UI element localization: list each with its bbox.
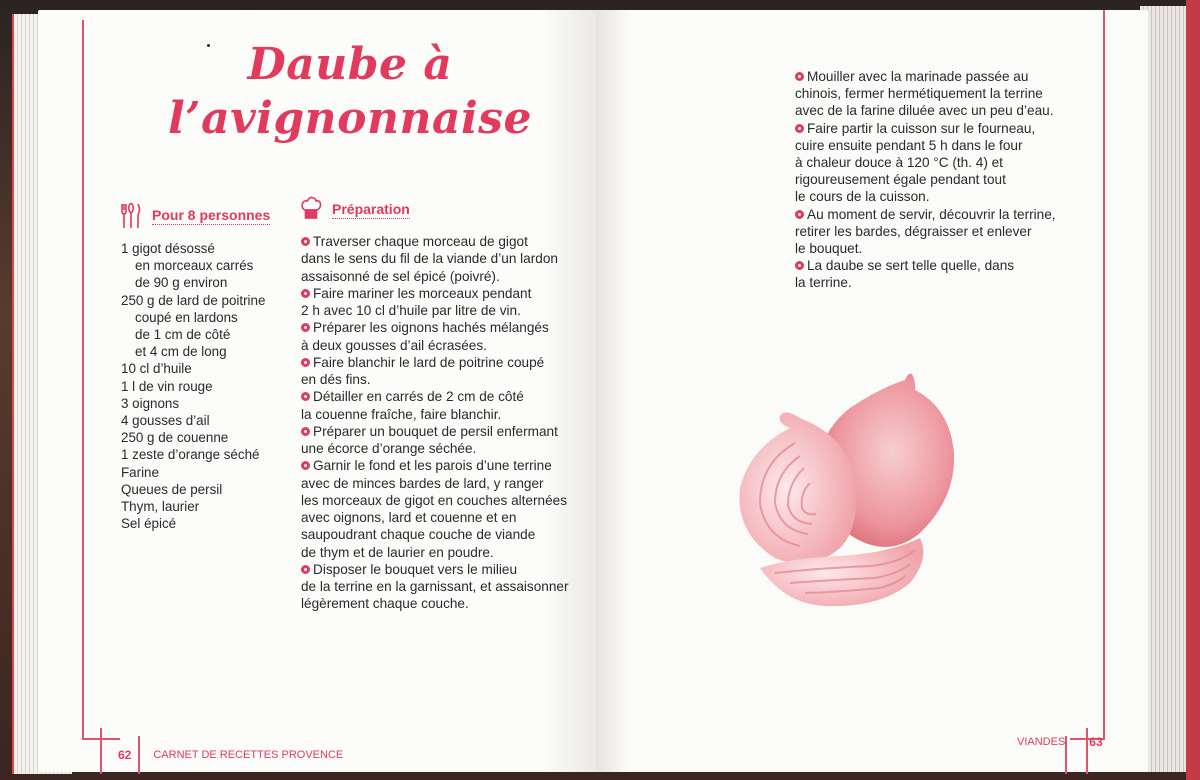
preparation-line-text: rigoureusement égale pendant tout: [795, 172, 1006, 188]
preparation-line: [795, 120, 1095, 137]
preparation-line-text: la couenne fraîche, faire blanchir.: [301, 406, 502, 422]
preparation-line: [795, 85, 1095, 102]
bullet-icon: [301, 565, 310, 574]
right-footer: [1017, 735, 1103, 749]
preparation-line: [301, 578, 591, 595]
bullet-icon: [301, 323, 310, 332]
preparation-line-text: Préparer les oignons hachés mélangés: [313, 320, 549, 336]
ingredient-line: 250 g de lard de poitrine: [121, 292, 266, 308]
preparation-line-text: Détailler en carrés de 2 cm de côté: [313, 389, 524, 405]
preparation-line: [301, 371, 591, 388]
preparation-line-text: les morceaux de gigot en couches alternées: [301, 492, 567, 508]
left-frame-line: [100, 728, 102, 774]
preparation-steps-right: [795, 68, 1095, 292]
preparation-line: [301, 302, 591, 319]
cutlery-icon: [120, 202, 142, 230]
preparation-line-text: la terrine.: [795, 275, 852, 291]
bullet-icon: [795, 124, 804, 133]
preparation-line: [795, 223, 1095, 240]
ingredient-line: 1 zeste d’orange séché: [121, 447, 260, 463]
bullet-icon: [301, 237, 310, 246]
preparation-line: [301, 595, 591, 612]
preparation-line-text: 2 h avec 10 cl d’huile par litre de vin.: [301, 303, 521, 318]
preparation-line-text: chinois, fermer hermétiquement la terrine: [795, 86, 1043, 102]
ingredient-line: de 1 cm de côté: [135, 327, 231, 343]
bullet-icon: [795, 210, 804, 219]
preparation-line-text: retirer les bardes, dégraisser et enlever: [795, 223, 1032, 239]
running-title-right: VIANDES: [1017, 736, 1066, 748]
preparation-line: [301, 354, 591, 371]
preparation-line-text: assaisonné de sel épicé (poivré).: [301, 268, 500, 284]
preparation-line: [795, 240, 1095, 257]
preparation-line-text: de la terrine en la garnissant, et assaisonner: [301, 579, 569, 594]
preparation-line-text: Disposer le bouquet vers le milieu: [313, 561, 518, 577]
preparation-line-text: saupoudrant chaque couche de viande: [301, 527, 536, 543]
ingredient-line: 1 gigot désossé: [121, 241, 215, 256]
running-title-left: CARNET DE RECETTES PROVENCE: [153, 749, 344, 761]
preparation-line-text: le bouquet.: [795, 241, 863, 257]
preparation-line: [795, 188, 1095, 205]
preparation-line: [795, 257, 1095, 274]
preparation-line: [301, 509, 591, 526]
bullet-icon: [301, 461, 310, 470]
preparation-line-text: Au moment de servir, découvrir la terrine,: [807, 206, 1056, 222]
page-number-left: 62: [118, 748, 132, 762]
preparation-line: [301, 337, 591, 354]
preparation-line: [301, 319, 591, 336]
preparation-steps-left: [301, 233, 591, 613]
preparation-line-text: Faire mariner les morceaux pendant: [313, 285, 532, 301]
preparation-line: [301, 233, 591, 250]
preparation-line: [301, 285, 591, 302]
preparation-line: [301, 423, 591, 440]
preparation-line-text: dans le sens du fil de la viande d’un lardon: [301, 251, 558, 267]
ingredient-line: de 90 g environ: [135, 275, 228, 291]
left-frame-line: [82, 20, 84, 740]
preparation-line: [301, 526, 591, 543]
preparation-line: [301, 388, 591, 405]
ingredient-line: 1 l de vin rouge: [121, 378, 213, 394]
preparation-line-text: Traverser chaque morceau de gigot: [313, 234, 528, 249]
preparation-line: [795, 154, 1095, 171]
bullet-icon: [301, 358, 310, 367]
ingredients-heading-label: Pour 8 personnes: [152, 207, 271, 223]
left-footer: [118, 748, 343, 762]
preparation-line-text: Garnir le fond et les parois d’une terrine: [313, 458, 552, 474]
preparation-line-text: Préparer un bouquet de persil enfermant: [313, 423, 558, 439]
ingredient-line: 10 cl d’huile: [121, 361, 192, 377]
preparation-line-text: avec de minces bardes de lard, y ranger: [301, 475, 544, 491]
ingredient-line: 4 gousses d’ail: [121, 413, 210, 429]
preparation-line-text: le cours de la cuisson.: [795, 189, 930, 205]
bullet-icon: [301, 392, 310, 401]
preparation-line: [795, 274, 1095, 291]
preparation-line: [795, 68, 1095, 85]
preparation-line-text: une écorce d’orange séchée.: [301, 441, 477, 456]
ingredient-line: coupé en lardons: [135, 309, 238, 325]
preparation-line-text: avec oignons, lard et couenne et en: [301, 510, 517, 525]
page-number-right: 63: [1089, 735, 1103, 749]
preparation-line: [301, 440, 591, 457]
preparation-line-text: Faire blanchir le lard de poitrine coupé: [313, 354, 545, 370]
preparation-line: [301, 492, 591, 509]
book-cover-edge: [1186, 0, 1200, 780]
preparation-line: [795, 102, 1095, 119]
ingredient-line: Queues de persil: [121, 481, 223, 497]
preparation-line: [301, 544, 591, 561]
ingredient-line: 3 oignons: [121, 395, 180, 411]
preparation-line: [795, 137, 1095, 154]
preparation-line: [301, 561, 591, 578]
ingredient-line: 250 g de couenne: [121, 430, 229, 446]
preparation-line: [301, 268, 591, 285]
preparation-line-text: de thym et de laurier en poudre.: [301, 544, 494, 560]
ingredient-line: et 4 cm de long: [135, 344, 227, 360]
bullet-icon: [301, 289, 310, 298]
ingredient-line: Sel épicé: [121, 516, 177, 532]
preparation-line-text: Faire partir la cuisson sur le fourneau,: [807, 120, 1036, 136]
preparation-line: [301, 250, 591, 267]
bullet-icon: [795, 261, 804, 270]
preparation-line-text: à chaleur douce à 120 °C (th. 4) et: [795, 155, 1003, 171]
preparation-line-text: à deux gousses d’ail écrasées.: [301, 337, 487, 353]
ingredient-list: [121, 240, 291, 532]
preparation-line: [301, 457, 591, 474]
preparation-line-text: en dés fins.: [301, 372, 371, 387]
preparation-heading: [300, 196, 410, 224]
preparation-heading-label: Préparation: [332, 201, 410, 217]
onion-illustration: [730, 368, 960, 623]
ingredients-heading: [120, 202, 270, 230]
chef-hat-icon: [300, 196, 322, 224]
bullet-icon: [795, 72, 804, 81]
preparation-line: [795, 171, 1095, 188]
preparation-line-text: légèrement chaque couche.: [301, 596, 469, 612]
preparation-line-text: cuire ensuite pendant 5 h dans le four: [795, 137, 1023, 153]
preparation-line: [795, 206, 1095, 223]
preparation-line-text: Mouiller avec la marinade passée au: [807, 69, 1029, 84]
ingredient-line: Thym, laurier: [121, 499, 200, 515]
ingredient-line: Farine: [121, 464, 159, 480]
ingredient-line: en morceaux carrés: [135, 258, 254, 274]
recipe-title: [150, 38, 550, 146]
preparation-line-text: La daube se sert telle quelle, dans: [807, 258, 1015, 274]
recipe-title-line-1: Daube à: [247, 39, 453, 90]
preparation-line: [301, 475, 591, 492]
recipe-title-line-2: l’avignonnaise: [168, 93, 532, 144]
right-frame-line: [1103, 10, 1105, 740]
preparation-line: [301, 406, 591, 423]
preparation-line-text: avec de la farine diluée avec un peu d’eau.: [795, 103, 1054, 119]
bullet-icon: [301, 427, 310, 436]
